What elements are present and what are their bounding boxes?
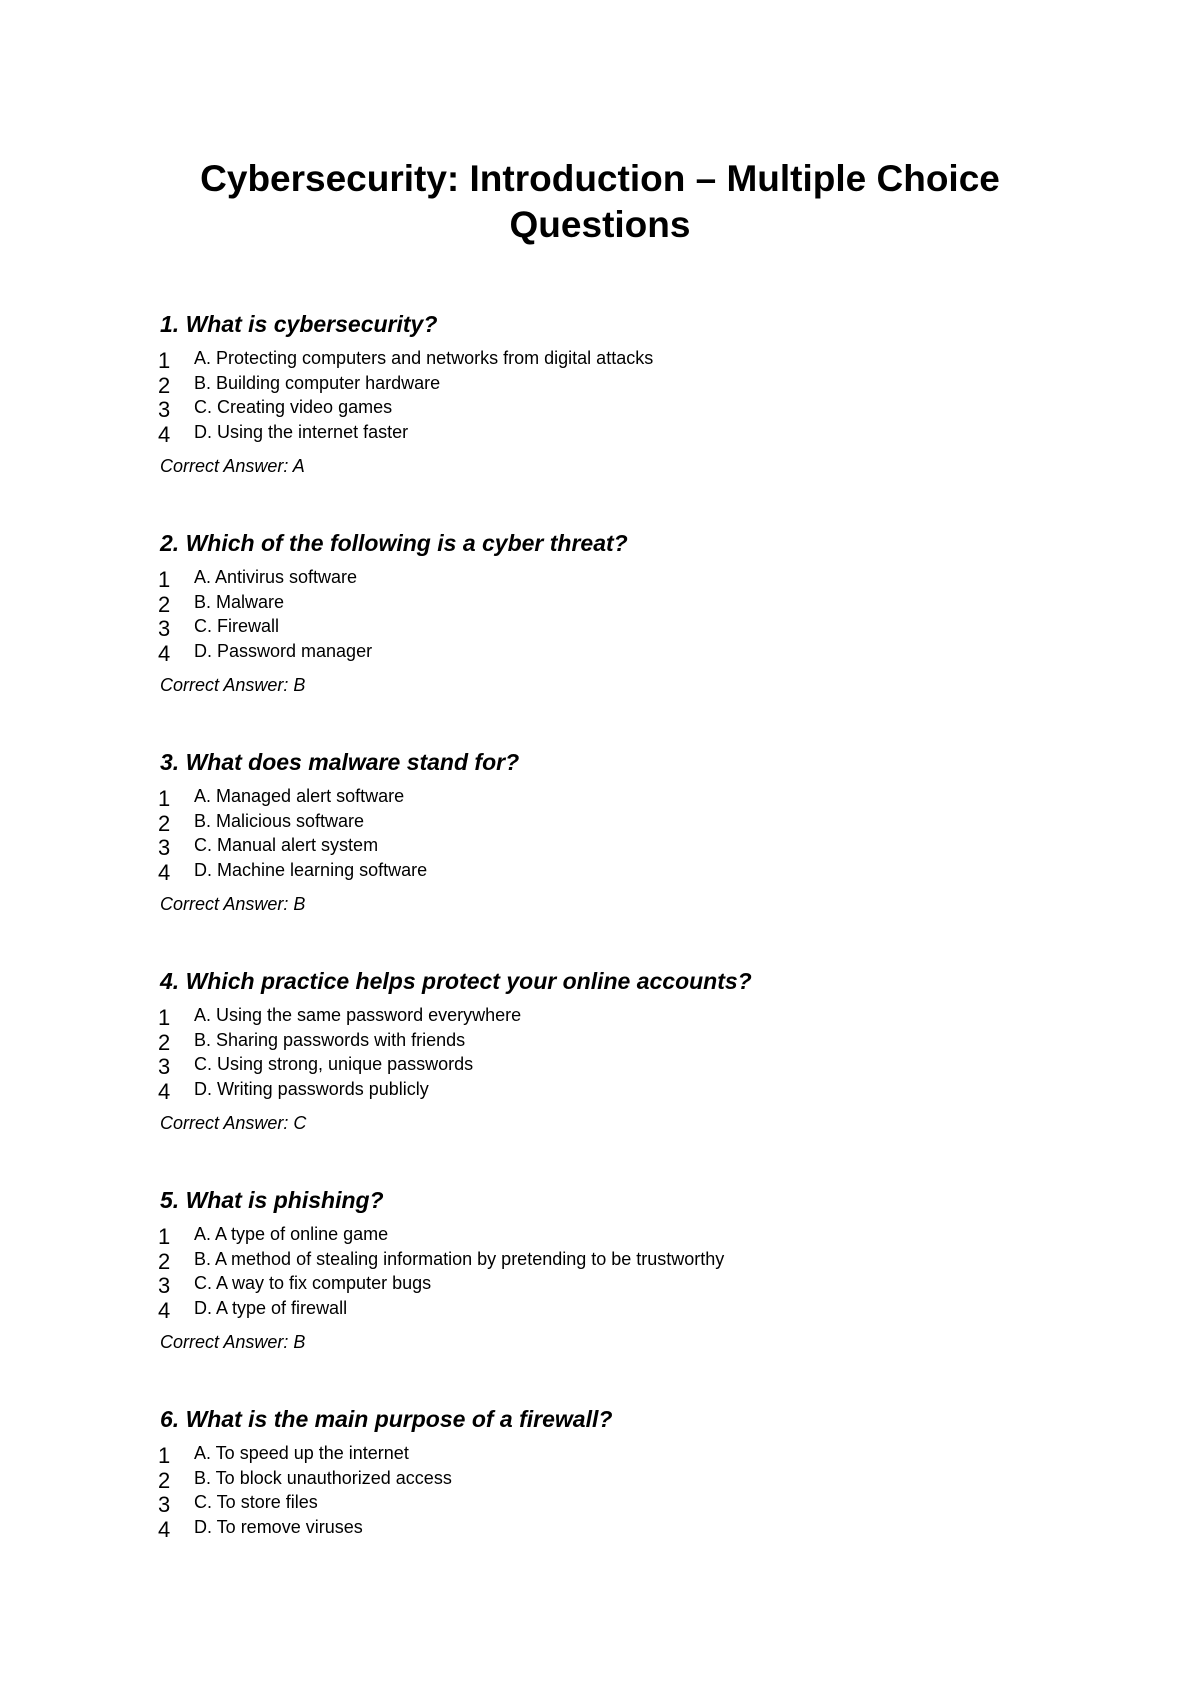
option-b [160, 1466, 1120, 1491]
correct-answer-value: C [293, 1113, 307, 1133]
option-text: D. To remove viruses [194, 1516, 363, 1537]
option-number: 1 [158, 567, 171, 592]
option-number: 2 [158, 1467, 171, 1493]
option-number: 1 [158, 348, 171, 373]
option-text: C. Creating video games [194, 397, 393, 417]
option-text: B. To block unauthorized access [194, 1467, 452, 1488]
option-d [160, 639, 1120, 664]
correct-answer [160, 892, 1120, 916]
option-text: C. To store files [194, 1492, 318, 1512]
option-number: 3 [158, 1054, 171, 1079]
option-text: D. Using the internet faster [194, 421, 409, 442]
option-number: 2 [158, 1029, 171, 1055]
option-text: C. Firewall [194, 616, 280, 636]
option-d [160, 858, 1120, 883]
option-text: C. A way to fix computer bugs [194, 1273, 432, 1293]
option-number: 1 [158, 1224, 171, 1249]
correct-answer [160, 454, 1120, 478]
question-heading: 4. Which practice helps protect your online accounts? [160, 968, 752, 994]
option-c [160, 395, 1120, 420]
option-number: 2 [158, 1248, 171, 1274]
option-a [160, 784, 1120, 809]
option-text: A. A type of online game [194, 1224, 389, 1244]
question-5 [160, 1186, 1120, 1354]
option-number: 1 [158, 1443, 171, 1468]
option-b [160, 809, 1120, 834]
option-c [160, 1052, 1120, 1077]
option-number: 1 [158, 1005, 171, 1030]
option-a [160, 1441, 1120, 1466]
option-text: D. A type of firewall [194, 1297, 348, 1318]
option-text: B. Building computer hardware [194, 372, 441, 393]
option-b [160, 371, 1120, 396]
option-text: D. Password manager [194, 640, 373, 661]
option-list [158, 1441, 1120, 1542]
option-d [160, 1515, 1120, 1540]
question-3 [160, 748, 1120, 916]
option-d [160, 1077, 1120, 1102]
correct-answer [160, 1330, 1120, 1354]
option-c [160, 833, 1120, 858]
option-number: 4 [158, 640, 171, 666]
option-text: B. Sharing passwords with friends [194, 1029, 466, 1050]
option-b [160, 1028, 1120, 1053]
option-text: C. Using strong, unique passwords [194, 1054, 474, 1074]
option-list [158, 565, 1120, 666]
option-b [160, 590, 1120, 615]
option-text: B. A method of stealing information by pretending to be trustworthy [194, 1248, 725, 1269]
page-title-line-2: Questions [509, 204, 691, 245]
question-heading: 2. Which of the following is a cyber threat? [160, 530, 628, 556]
question-heading: 5. What is phishing? [160, 1187, 384, 1213]
option-c [160, 1490, 1120, 1515]
question-1 [160, 310, 1120, 478]
option-list [158, 1222, 1120, 1323]
question-heading: 3. What does malware stand for? [160, 749, 520, 775]
option-list [158, 784, 1120, 885]
option-d [160, 420, 1120, 445]
option-list [158, 1003, 1120, 1104]
option-number: 4 [158, 1516, 171, 1542]
correct-answer-label: Correct Answer: [160, 675, 289, 695]
question-heading: 6. What is the main purpose of a firewall? [160, 1406, 613, 1432]
question-4 [160, 967, 1120, 1135]
option-text: A. Antivirus software [194, 567, 358, 587]
option-text: D. Writing passwords publicly [194, 1078, 429, 1099]
option-c [160, 1271, 1120, 1296]
correct-answer-value: B [293, 1332, 306, 1352]
option-a [160, 565, 1120, 590]
option-d [160, 1296, 1120, 1321]
correct-answer [160, 1111, 1120, 1135]
option-number: 4 [158, 1078, 171, 1104]
option-number: 3 [158, 616, 171, 641]
option-number: 2 [158, 591, 171, 617]
option-number: 2 [158, 810, 171, 836]
correct-answer-value: B [293, 675, 306, 695]
correct-answer-label: Correct Answer: [160, 894, 289, 914]
option-number: 4 [158, 859, 171, 885]
option-text: B. Malware [194, 591, 285, 612]
option-number: 4 [158, 1297, 171, 1323]
option-number: 3 [158, 1492, 171, 1517]
correct-answer-value: A [292, 456, 305, 476]
correct-answer [160, 673, 1120, 697]
option-number: 2 [158, 372, 171, 398]
option-b [160, 1247, 1120, 1272]
correct-answer-label: Correct Answer: [160, 456, 289, 476]
option-text: B. Malicious software [194, 810, 365, 831]
option-number: 1 [158, 786, 171, 811]
option-text: A. Protecting computers and networks from digital attacks [194, 348, 654, 368]
option-text: A. Managed alert software [194, 786, 405, 806]
option-number: 3 [158, 397, 171, 422]
question-2 [160, 529, 1120, 697]
page-title [0, 156, 1200, 248]
option-number: 4 [158, 421, 171, 447]
option-text: C. Manual alert system [194, 835, 379, 855]
option-a [160, 1222, 1120, 1247]
question-6 [158, 1405, 1120, 1542]
correct-answer-label: Correct Answer: [160, 1332, 289, 1352]
option-text: A. To speed up the internet [194, 1443, 409, 1463]
option-text: A. Using the same password everywhere [194, 1005, 522, 1025]
page-title-line-1: Cybersecurity: Introduction – Multiple Choice [200, 158, 1000, 199]
option-a [160, 346, 1120, 371]
option-number: 3 [158, 835, 171, 860]
correct-answer-label: Correct Answer: [160, 1113, 289, 1133]
option-list [158, 346, 1120, 447]
option-text: D. Machine learning software [194, 859, 428, 880]
correct-answer-value: B [293, 894, 306, 914]
option-a [160, 1003, 1120, 1028]
option-c [160, 614, 1120, 639]
question-heading: 1. What is cybersecurity? [160, 311, 438, 337]
option-number: 3 [158, 1273, 171, 1298]
